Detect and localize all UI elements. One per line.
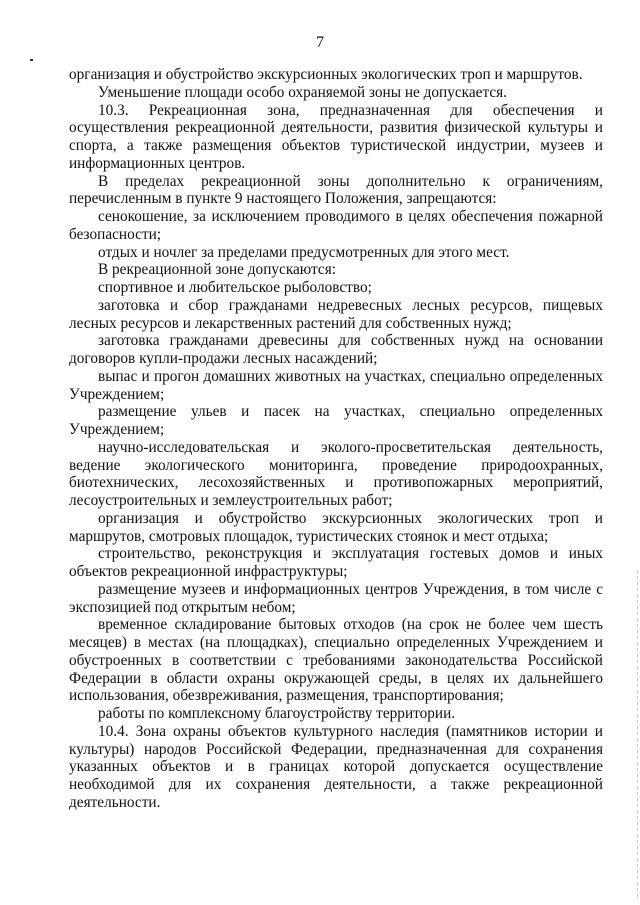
scan-edge-artifact — [637, 570, 638, 900]
page-number: 7 — [316, 34, 324, 51]
paragraph-19: 10.4. Зона охраны объектов культурного наследия (памятников истории и культуры) народов Российской Федерации, предназначенная для сохранения указанных объектов и в границах которой допускается осуществление необходимой для их сохранения деятельности, а также рекреационной деятельности. — [69, 722, 603, 811]
paragraph-18: работы по комплексному благоустройству территории. — [98, 705, 456, 722]
paragraph-4: В пределах рекреационной зоны дополнительно к ограничениям, перечисленным в пункте 9 настоящего Положения, запрещаются: — [69, 172, 603, 208]
scan-mark — [30, 59, 33, 61]
paragraph-10: заготовка гражданами древесины для собственных нужд на основании договоров купли-продажи лесных насаждений; — [69, 332, 603, 367]
paragraph-6: отдых и ночлег за пределами предусмотренных для этого мест. — [98, 243, 510, 261]
paragraph-5: сенокошение, за исключением проводимого в целях обеспечения пожарной безопасности; — [69, 208, 603, 243]
paragraph-8: спортивное и любительское рыболовство; — [98, 279, 372, 296]
paragraph-7: В рекреационной зоне допускаются: — [98, 261, 336, 279]
document-body — [69, 66, 603, 812]
paragraph-16: размещение музеев и информационных центров Учреждения, в том числе с экспозицией под открытым небом; — [69, 580, 603, 616]
paragraph-12: размещение ульев и пасек на участках, специально определенных Учреждением; — [69, 403, 603, 438]
paragraph-3: 10.3. Рекреационная зона, предназначенная для обеспечения и осуществления рекреационной деятельности, развития физической культуры и спорта, а также размещения объектов туристической индустрии, музеев и информационных центров. — [69, 101, 603, 172]
paragraph-15: строительство, реконструкция и эксплуатация гостевых домов и иных объектов рекреационной инфраструктуры; — [69, 545, 603, 580]
paragraph-13: научно-исследовательская и эколого-просветительская деятельность, ведение экологического мониторинга, проведение природоохранных, биотехнических, лесохозяйственных и противопожарных мероприятий, лесоустроительных и землеустроительных работ; — [69, 438, 603, 509]
paragraph-1: организация и обустройство экскурсионных экологических троп и маршрутов. — [69, 66, 583, 83]
paragraph-11: выпас и прогон домашних животных на участках, специально определенных Учреждением; — [69, 367, 603, 403]
paragraph-17: временное складирование бытовых отходов (на срок не более чем шесть месяцев) в местах (на площадках), специально определенных Учреждением и обустроенных в соответствии с требованиями законодательства Российской Федерации в области охраны окружающей среды, в целях их дальнейшего использования, обезвреживания, размещения, транспортирования; — [69, 616, 603, 705]
paragraph-14: организация и обустройство экскурсионных экологических троп и маршрутов, смотровых площадок, туристических стоянок и мест отдыха; — [69, 509, 603, 545]
paragraph-9: заготовка и сбор гражданами недревесных лесных ресурсов, пищевых лесных ресурсов и лекарственных растений для собственных нужд; — [69, 296, 603, 332]
paragraph-2: Уменьшение площади особо охраняемой зоны не допускается. — [98, 83, 507, 101]
